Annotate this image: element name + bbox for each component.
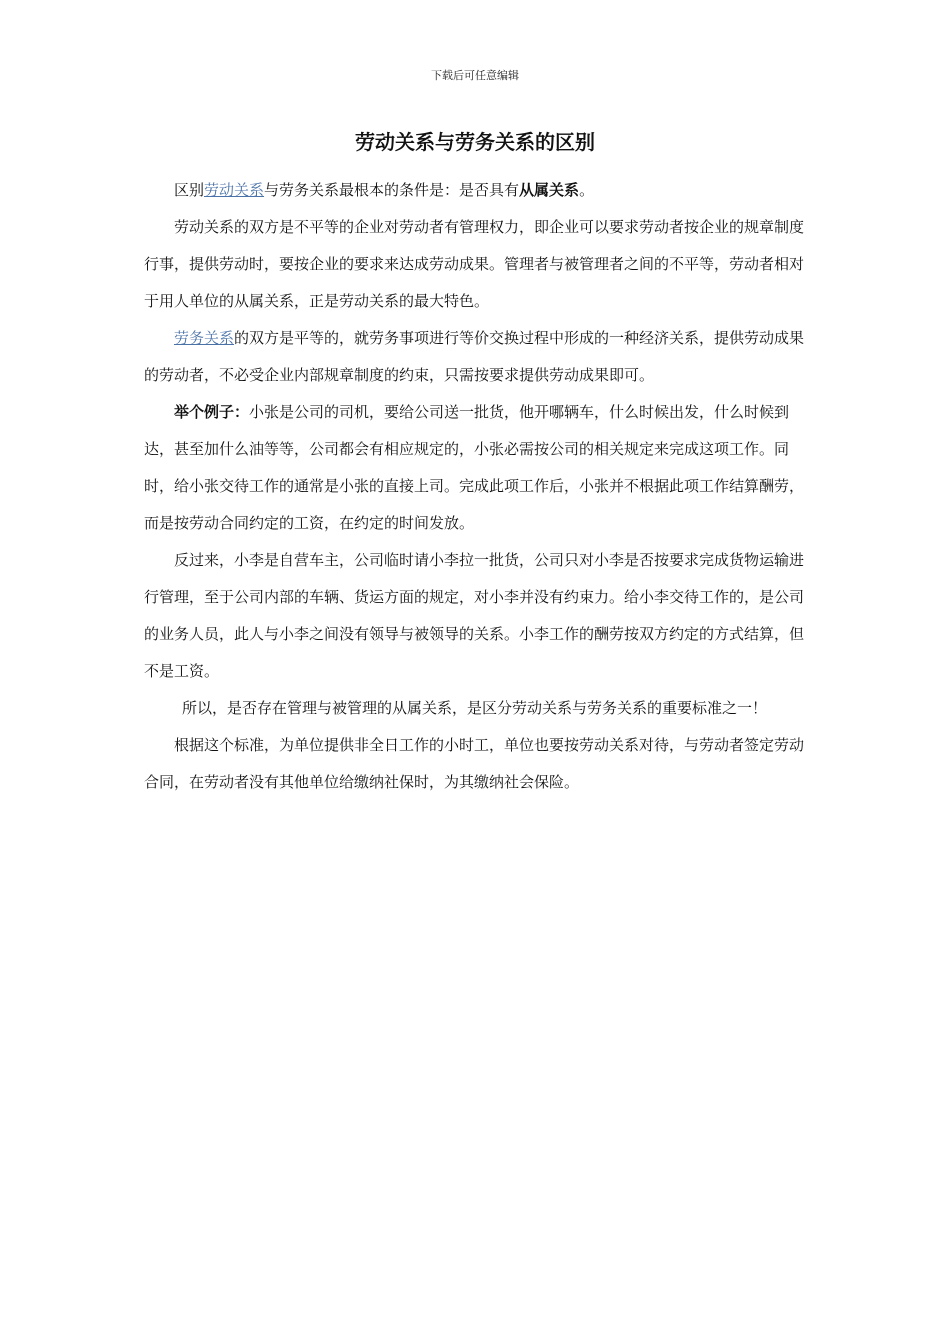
p1-text-b: 与劳务关系最根本的条件是：是否具有: [264, 181, 520, 199]
page-header-note: 下载后可任意编辑: [431, 69, 519, 82]
p3-text: 的双方是平等的，就劳务事项进行等价交换过程中形成的一种经济关系，提供劳动成果的劳动者，不必受企业内部规章制度的约束，只需按要求提供劳动成果即可。: [144, 329, 805, 384]
example-label: 举个例子：: [174, 403, 250, 421]
document-title: 劳动关系与劳务关系的区别: [355, 130, 595, 154]
document-body: [144, 172, 806, 801]
p1-text-a: 区别: [174, 181, 205, 199]
p1-bold-term: 从属关系: [519, 181, 580, 199]
paragraph-2: 劳动关系的双方是不平等的企业对劳动者有管理权力，即企业可以要求劳动者按企业的规章制度行事，提供劳动时，要按企业的要求来达成劳动成果。管理者与被管理者之间的不平等，劳动者相对于用人单位的从属关系，正是劳动关系的最大特色。: [144, 218, 805, 310]
paragraph-5: 反过来，小李是自营车主，公司临时请小李拉一批货，公司只对小李是否按要求完成货物运输进行管理，至于公司内部的车辆、货运方面的规定，对小李并没有约束力。给小李交待工作的，是公司的业务人员，此人与小李之间没有领导与被领导的关系。小李工作的酬劳按双方约定的方式结算，但不是工资。: [144, 551, 805, 680]
p1-text-c: 。: [579, 181, 595, 199]
p4-text: 小张是公司的司机，要给公司送一批货，他开哪辆车，什么时候出发，什么时候到达，甚至加什么油等等，公司都会有相应规定的，小张必需按公司的相关规定来完成这项工作。同时，给小张交待工作的通常是小张的直接上司。完成此项工作后，小张并不根据此项工作结算酬劳，而是按劳动合同约定的工资，在约定的时间发放。: [144, 403, 805, 532]
paragraph-1: [144, 172, 806, 209]
labor-service-link[interactable]: 劳务关系: [174, 329, 235, 347]
paragraph-7: 根据这个标准，为单位提供非全日工作的小时工，单位也要按劳动关系对待，与劳动者签定劳动合同，在劳动者没有其他单位给缴纳社保时，为其缴纳社会保险。: [144, 736, 805, 791]
labor-relation-link[interactable]: 劳动关系: [204, 181, 265, 199]
paragraph-3: [144, 320, 806, 394]
paragraph-6: 所以，是否存在管理与被管理的从属关系，是区分劳动关系与劳务关系的重要标准之一！: [182, 699, 768, 717]
paragraph-4: [144, 394, 806, 542]
